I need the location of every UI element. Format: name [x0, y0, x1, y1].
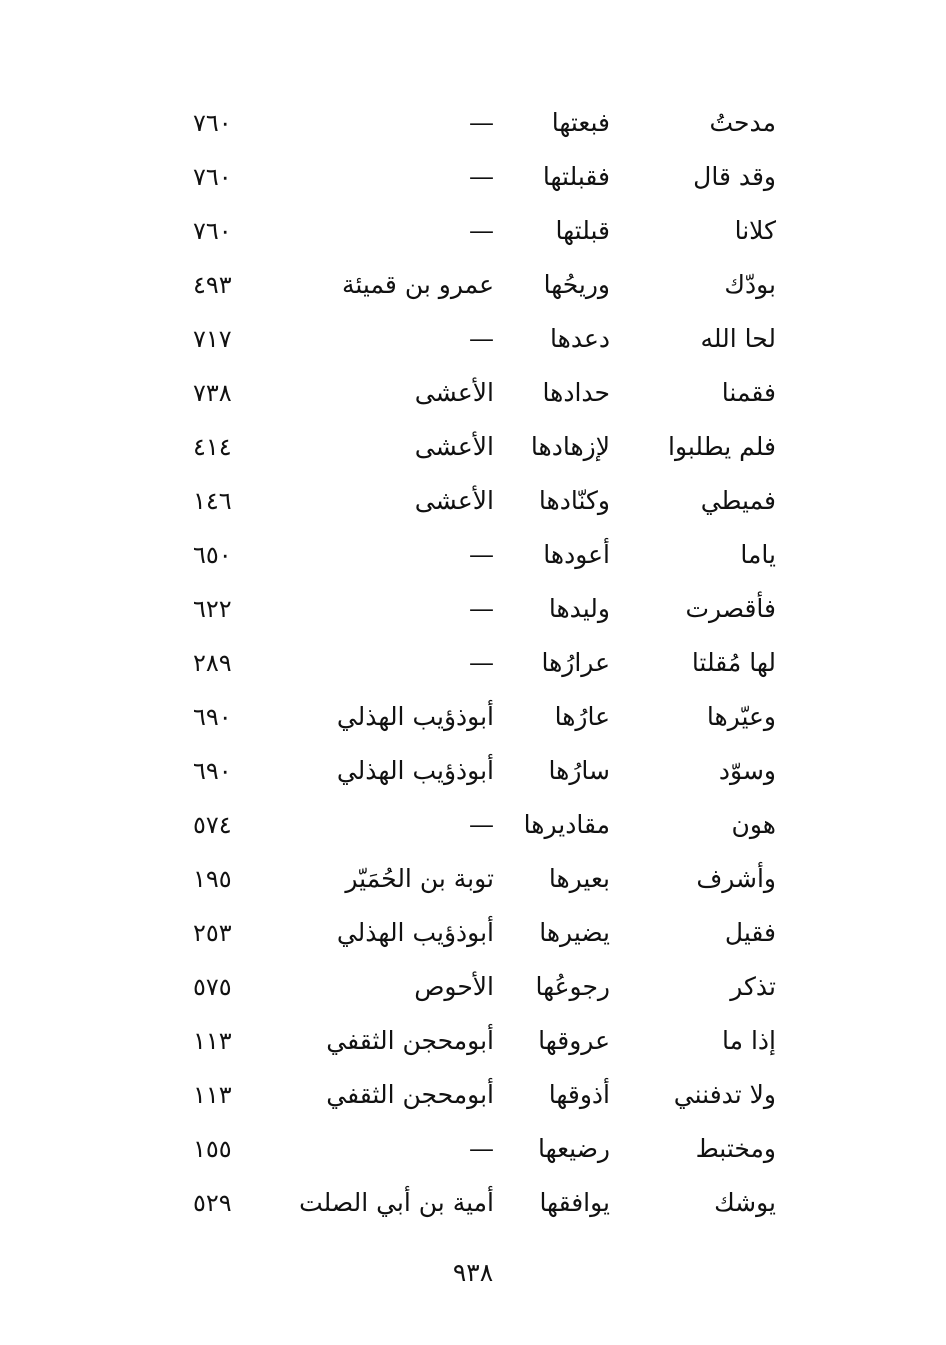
first-word: تذكر — [730, 972, 776, 1001]
rhyme-word: لإزهادها — [530, 432, 610, 461]
poet-name: أبومحجن الثقفي — [326, 1080, 494, 1109]
table-row — [0, 1122, 946, 1176]
rhyme-word: قبلتها — [555, 216, 610, 245]
table-row — [0, 1014, 946, 1068]
first-word: بودّك — [724, 270, 776, 299]
table-row — [0, 420, 946, 474]
first-word: وأشرف — [696, 864, 776, 893]
table-row — [0, 744, 946, 798]
table-row — [0, 960, 946, 1014]
page-reference: ٧٣٨ — [193, 379, 232, 407]
table-row — [0, 798, 946, 852]
page-reference: ٢٥٣ — [193, 919, 232, 947]
poet-name: الأعشى — [414, 486, 494, 515]
table-row — [0, 474, 946, 528]
page-number: ٩٣٨ — [452, 1258, 494, 1287]
poet-name: — — [469, 810, 494, 839]
poet-name: أبوذؤيب الهذلي — [336, 756, 494, 785]
table-row — [0, 366, 946, 420]
table-row — [0, 528, 946, 582]
page-reference: ٦٩٠ — [193, 703, 232, 731]
poet-name: أبوذؤيب الهذلي — [336, 918, 494, 947]
first-word: وعيّرها — [706, 702, 776, 731]
page-reference: ٦٩٠ — [193, 757, 232, 785]
page-reference: ٧١٧ — [193, 325, 232, 353]
page-reference: ٧٦٠ — [193, 163, 232, 191]
page-reference: ٤١٤ — [193, 433, 232, 461]
rhyme-word: سارُها — [548, 756, 610, 785]
rhyme-word: أذوقها — [548, 1080, 610, 1109]
verse-index-table — [0, 96, 946, 1230]
page-reference: ١٤٦ — [193, 487, 232, 515]
first-word: وسوّد — [718, 756, 776, 785]
rhyme-word: يضيرها — [539, 918, 610, 947]
poet-name: — — [469, 1134, 494, 1163]
table-row — [0, 150, 946, 204]
first-word: فقمنا — [721, 378, 776, 407]
rhyme-word: وكنّادها — [538, 486, 610, 515]
poet-name: الأعشى — [414, 378, 494, 407]
first-word: فلم يطلبوا — [668, 432, 776, 461]
page-reference: ٥٧٤ — [193, 811, 232, 839]
rhyme-word: أعودها — [543, 540, 610, 569]
table-row — [0, 690, 946, 744]
poet-name: — — [469, 108, 494, 137]
first-word: مدحتُ — [709, 108, 776, 137]
page-reference: ١١٣ — [193, 1081, 232, 1109]
table-row — [0, 1068, 946, 1122]
poet-name: — — [469, 324, 494, 353]
rhyme-word: حدادها — [542, 378, 610, 407]
rhyme-word: بعيرها — [548, 864, 610, 893]
page-reference: ١٥٥ — [193, 1135, 232, 1163]
table-row — [0, 258, 946, 312]
first-word: فقيل — [724, 918, 776, 947]
poet-name: — — [469, 162, 494, 191]
page-reference: ١٩٥ — [193, 865, 232, 893]
table-row — [0, 852, 946, 906]
poet-name: توبة بن الحُمَيّر — [345, 864, 494, 893]
rhyme-word: رجوعُها — [535, 972, 610, 1001]
page-reference: ٦٢٢ — [193, 595, 232, 623]
table-row — [0, 204, 946, 258]
table-row — [0, 636, 946, 690]
first-word: لحا الله — [700, 324, 776, 353]
table-row — [0, 1176, 946, 1230]
rhyme-word: يوافقها — [539, 1188, 610, 1217]
poet-name: أبومحجن الثقفي — [326, 1026, 494, 1055]
first-word: فميطي — [700, 486, 776, 515]
first-word: يوشك — [714, 1188, 776, 1217]
page-reference: ٧٦٠ — [193, 109, 232, 137]
first-word: لها مُقلتا — [691, 648, 776, 677]
page-reference: ٢٨٩ — [193, 649, 232, 677]
page-reference: ٧٦٠ — [193, 217, 232, 245]
table-row — [0, 906, 946, 960]
rhyme-word: فبعتها — [551, 108, 610, 137]
page-reference: ٤٩٣ — [193, 271, 232, 299]
rhyme-word: وريحُها — [543, 270, 610, 299]
poet-name: أبوذؤيب الهذلي — [336, 702, 494, 731]
rhyme-word: دعدها — [550, 324, 610, 353]
page-reference: ١١٣ — [193, 1027, 232, 1055]
poet-name: — — [469, 594, 494, 623]
page-reference: ٦٥٠ — [193, 541, 232, 569]
first-word: فأقصرت — [685, 594, 776, 623]
poet-name: أمية بن أبي الصلت — [299, 1188, 494, 1217]
rhyme-word: عارُها — [554, 702, 610, 731]
first-word: كلانا — [734, 216, 776, 245]
rhyme-word: وليدها — [548, 594, 610, 623]
rhyme-word: فقبلتها — [542, 162, 610, 191]
rhyme-word: عروقها — [538, 1026, 610, 1055]
page-reference: ٥٧٥ — [193, 973, 232, 1001]
page-reference: ٥٢٩ — [193, 1189, 232, 1217]
poet-name: — — [469, 648, 494, 677]
first-word: ولا تدفنني — [673, 1080, 776, 1109]
poet-name: عمرو بن قميئة — [341, 270, 494, 299]
first-word: وقد قال — [693, 162, 776, 191]
poet-name: الأعشى — [414, 432, 494, 461]
first-word: ياما — [740, 540, 776, 569]
first-word: إذا ما — [722, 1026, 776, 1055]
table-row — [0, 96, 946, 150]
table-row — [0, 312, 946, 366]
rhyme-word: عرارُها — [541, 648, 610, 677]
poet-name: — — [469, 216, 494, 245]
poet-name: — — [469, 540, 494, 569]
first-word: هون — [731, 810, 776, 839]
rhyme-word: مقاديرها — [523, 810, 610, 839]
poet-name: الأحوص — [414, 972, 494, 1001]
first-word: ومختبط — [695, 1134, 776, 1163]
rhyme-word: رضيعها — [537, 1134, 610, 1163]
table-row — [0, 582, 946, 636]
